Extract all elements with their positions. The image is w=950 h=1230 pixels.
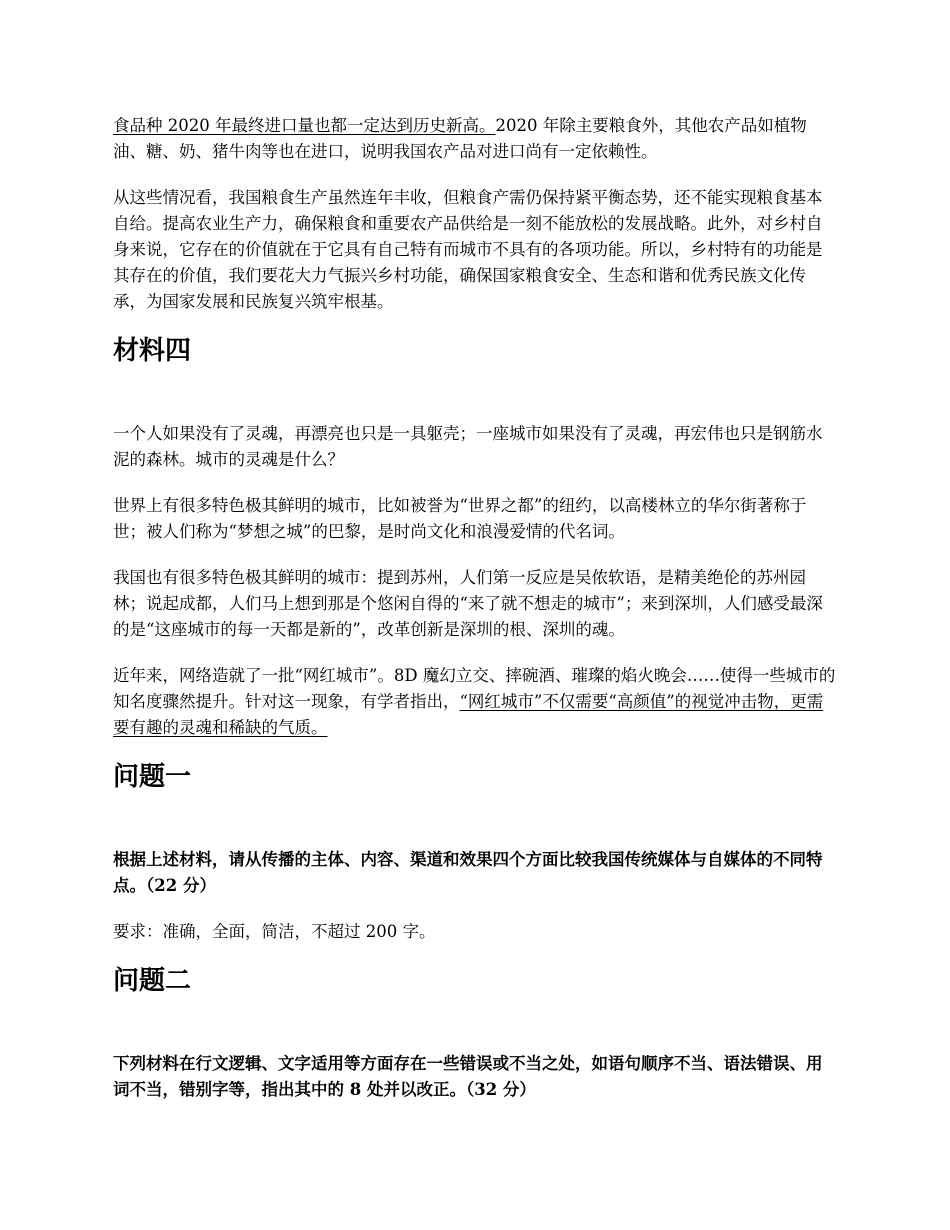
- material4-paragraph-4: [113, 663, 838, 741]
- document-page: [113, 110, 838, 1103]
- heading-material-four: 材料四: [113, 336, 192, 366]
- material4-paragraph-1: 一个人如果没有了灵魂，再漂亮也只是一具躯壳；一座城市如果没有了灵魂，再宏伟也只是钢筋水泥的森林。城市的灵魂是什么？: [113, 424, 823, 469]
- paragraph-import: [113, 113, 838, 165]
- paragraph-text: 2020 年除主要粮食外，其他农产品如植物油、糖、奶、猪牛肉等也在进口，说明我国农产品对进口尚有一定依赖性。: [113, 116, 807, 161]
- material4-paragraph-3: 我国也有很多特色极其鲜明的城市：提到苏州，人们第一反应是吴侬软语，是精美绝伦的苏州园林；说起成都，人们马上想到那是个悠闲自得的“来了就不想走的城市”；来到深圳，人们感受最深的是“这座城市的每一天都是新的”，改革创新是深圳的根、深圳的魂。: [113, 568, 823, 639]
- material4-paragraph-2: 世界上有很多特色极其鲜明的城市，比如被誉为“世界之都”的纽约，以高楼林立的华尔街著称于世；被人们称为“梦想之城”的巴黎，是时尚文化和浪漫爱情的代名词。: [113, 496, 807, 541]
- underlined-sentence: “网红城市”不仅需要“高颜值”的视觉冲击物，更需要有趣的灵魂和稀缺的气质。: [113, 692, 824, 737]
- heading-question-two: 问题二: [113, 966, 192, 996]
- question-one-requirement: 要求：准确，全面，简洁，不超过 200 字。: [113, 922, 436, 941]
- question-one-text: 根据上述材料，请从传播的主体、内容、渠道和效果四个方面比较我国传统媒体与自媒体的不同特点。（22 分）: [113, 850, 823, 895]
- underlined-sentence: 食品种 2020 年最终进口量也都一定达到历史新高。: [113, 116, 496, 135]
- paragraph-grain-security: 从这些情况看，我国粮食生产虽然连年丰收，但粮食产需仍保持紧平衡态势，还不能实现粮食基本自给。提高农业生产力，确保粮食和重要农产品供给是一刻不能放松的发展战略。此外，对乡村自身来说，它存在的价值就在于它具有自己特有而城市不具有的各项功能。所以，乡村特有的功能是其存在的价值，我们要花大力气振兴乡村功能，确保国家粮食安全、生态和谐和优秀民族文化传承，为国家发展和民族复兴筑牢根基。: [113, 188, 823, 311]
- paragraph-text: 近年来，网络造就了一批“网红城市”。8D 魔幻立交、摔碗酒、璀璨的焰火晚会……使得一些城市的知名度骤然提升。针对这一现象，有学者指出，: [113, 666, 836, 711]
- question-two-text: 下列材料在行文逻辑、文字适用等方面存在一些错误或不当之处，如语句顺序不当、语法错误、用词不当，错别字等，指出其中的 8 处并以改正。（32 分）: [113, 1054, 823, 1099]
- heading-question-one: 问题一: [113, 762, 192, 792]
